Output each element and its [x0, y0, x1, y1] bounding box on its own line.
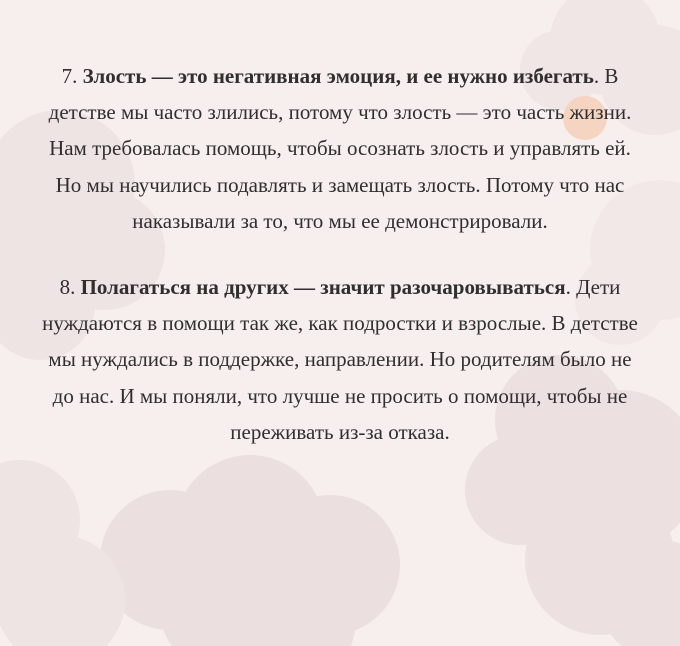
paragraph-8: [40, 269, 640, 450]
paragraph-7: [40, 58, 640, 239]
paragraph-8-heading: Полагаться на других — значит разочаровываться: [80, 275, 566, 300]
paragraph-7-heading: Злость — это негативная эмоция, и ее нужно избегать: [82, 64, 594, 88]
paragraph-7-number: 7.: [61, 64, 78, 88]
paragraph-8-body: . Дети нуждаются в помощи так же, как подростки и взрослые. В детстве мы нуждались в поддержке, направлении. Но родителям было не до нас. И мы поняли, что лучше не просить о помощи, чтобы не переживать из-за отказа.: [42, 275, 638, 444]
paragraph-7-body: . В детстве мы часто злились, потому что злость — это часть жизни. Нам требовалась помощь, чтобы осознать злость и управлять ей. Но мы научились подавлять и замещать злость. Потому что нас наказывали за то, что мы ее демонстрировали.: [48, 64, 632, 233]
text-content: [0, 58, 680, 450]
paragraph-8-number: 8.: [59, 275, 76, 300]
